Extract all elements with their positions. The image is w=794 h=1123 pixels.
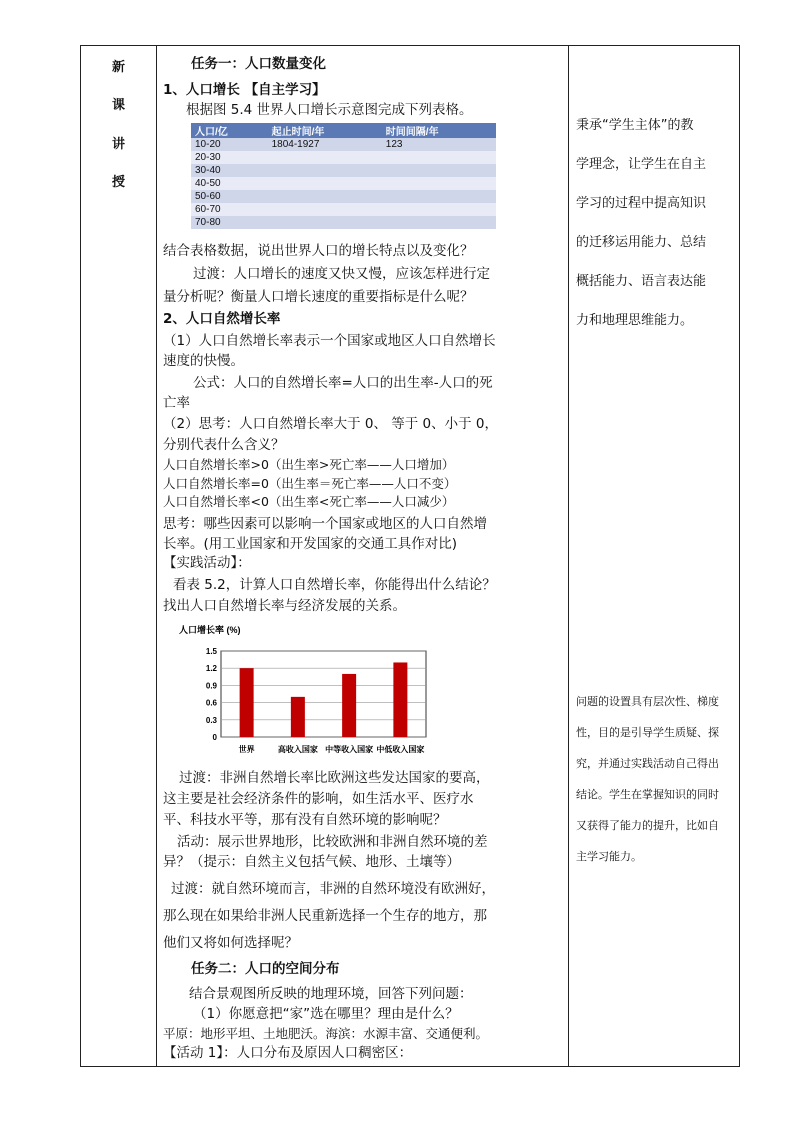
transition3-line1: 过渡：就自然环境而言，非洲的自然环境没有欧洲好，: [171, 881, 495, 897]
note2-line: 又获得了能力的提升，比如自: [576, 819, 719, 832]
section1-heading: 1、人口增长 【自主学习】: [163, 82, 326, 98]
x-tick-label: 中低收入国家: [376, 745, 425, 754]
table-cell: 50-60: [191, 190, 268, 203]
table-cell: [268, 203, 382, 216]
formula-line1: 公式：人口的自然增长率=人口的出生率-人口的死: [193, 375, 493, 391]
section1-instruction: 根据图 5.4 世界人口增长示意图完成下列表格。: [186, 102, 473, 118]
note1-line: 概括能力、语言表达能: [576, 274, 707, 289]
table-row: [191, 177, 496, 190]
note1-line: 学理念，让学生在自主: [576, 157, 707, 172]
chart-bar: [291, 697, 305, 737]
side-char-1: 新: [111, 60, 125, 75]
y-tick-label: 0.6: [205, 698, 217, 708]
growth-header-pop: 人口/亿: [191, 123, 268, 138]
table-cell: [268, 216, 382, 229]
think-line1: （2）思考：人口自然增长率大于 0、 等于 0、小于 0，: [163, 416, 499, 432]
think2-line2: 长率。(用工业国家和开发国家的交通工具作对比): [163, 536, 458, 552]
rate-negative: 人口自然增长率<0（出生率<死亡率——人口减少）: [163, 494, 455, 509]
think2-line1: 思考：哪些因素可以影响一个国家或地区的人口自然增: [163, 516, 487, 532]
section2-heading: 2、人口自然增长率: [163, 311, 281, 327]
transition2-line1: 过渡：非洲自然增长率比欧洲这些发达国家的要高，: [179, 770, 490, 786]
side-char-3: 讲: [111, 137, 125, 152]
note1-line: 秉承“学生主体”的教: [576, 118, 694, 133]
note1-line: 学习的过程中提高知识: [576, 196, 707, 211]
x-tick-label: 中等收入国家: [325, 745, 374, 754]
table-cell: [382, 190, 496, 203]
table-row: [191, 190, 496, 203]
definition-line1: （1）人口自然增长率表示一个国家或地区人口自然增长: [163, 333, 496, 349]
table-cell: 30-40: [191, 164, 268, 177]
table-cell: [268, 190, 382, 203]
table-cell: 70-80: [191, 216, 268, 229]
table-row: [191, 138, 496, 151]
combine-question: 结合表格数据，说出世界人口的增长特点以及变化？: [163, 243, 474, 259]
transition1-line1: 过渡：人口增长的速度又快又慢，应该怎样进行定: [193, 266, 490, 282]
table-row: [191, 164, 496, 177]
table-cell: [382, 216, 496, 229]
practice-line1: 看表 5.2，计算人口自然增长率，你能得出什么结论？: [173, 577, 496, 593]
table-cell: [268, 151, 382, 164]
growth-table: [191, 123, 496, 229]
table-cell: 10-20: [191, 138, 268, 151]
transition2-line2: 这主要是社会经济条件的影响，如生活水平、医疗水: [163, 791, 474, 807]
column-divider-right: [568, 46, 569, 1066]
chart-bar: [342, 674, 356, 737]
note1-line: 力和地理思维能力。: [576, 313, 694, 328]
chart-bar: [393, 662, 407, 737]
note2-line: 性，目的是引导学生质疑、探: [576, 726, 719, 739]
definition-line2: 速度的快慢。: [163, 353, 244, 369]
task2-title: 任务二：人口的空间分布: [191, 961, 340, 977]
rate-zero: 人口自然增长率=0（出生率＝死亡率——人口不变）: [163, 476, 457, 491]
activity1-line: 【活动 1】：人口分布及原因人口稠密区：: [163, 1045, 413, 1061]
note2-line: 问题的设置具有层次性、梯度: [576, 695, 719, 708]
lesson-table: [80, 45, 740, 1067]
activity-line2: 异？（提示：自然主义包括气候、地形、土壤等）: [163, 854, 460, 870]
side-char-2: 课: [111, 98, 125, 113]
table-cell: [382, 164, 496, 177]
y-tick-label: 0: [212, 733, 217, 742]
y-tick-label: 0.3: [205, 715, 217, 725]
table-cell: [382, 177, 496, 190]
task1-title: 任务一：人口数量变化: [191, 56, 326, 72]
growth-rate-chart: [179, 621, 461, 761]
task2-question1: （1）你愿意把“家”选在哪里？理由是什么？: [193, 1006, 459, 1022]
table-row: [191, 203, 496, 216]
growth-header-period: 起止时间/年: [268, 123, 382, 138]
y-tick-label: 1.2: [205, 664, 217, 674]
y-tick-label: 0.9: [205, 681, 217, 691]
table-cell: [268, 177, 382, 190]
side-char-4: 授: [111, 175, 125, 190]
table-cell: 20-30: [191, 151, 268, 164]
transition1-line2: 量分析呢？衡量人口增长速度的重要指标是什么呢？: [163, 289, 474, 305]
column-divider-left: [156, 46, 157, 1066]
transition3-line2: 那么现在如果给非洲人民重新选择一个生存的地方，那: [163, 908, 487, 924]
chart-bar: [240, 668, 254, 737]
activity-line1: 活动：展示世界地形，比较欧洲和非洲自然环境的差: [177, 834, 488, 850]
table-cell: [382, 203, 496, 216]
transition2-line3: 平、科技水平等，那有没有自然环境的影响呢？: [163, 812, 447, 828]
practice-line2: 找出人口自然增长率与经济发展的关系。: [163, 598, 406, 614]
note2-line: 结论。学生在掌握知识的同时: [576, 788, 719, 801]
table-row: [191, 151, 496, 164]
note1-line: 的迁移运用能力、总结: [576, 235, 707, 250]
chart-plot-area: [206, 647, 426, 754]
think-line2: 分别代表什么含义？: [163, 437, 285, 453]
table-cell: 60-70: [191, 203, 268, 216]
table-cell: 40-50: [191, 177, 268, 190]
table-cell: 123: [382, 138, 496, 151]
formula-line2: 亡率: [163, 395, 190, 411]
table-cell: 1804-1927: [268, 138, 382, 151]
table-row: [191, 216, 496, 229]
task2-intro: 结合景观图所反映的地理环境，回答下列问题：: [189, 986, 473, 1002]
task2-answer: 平原：地形平坦、土地肥沃。海滨：水源丰富、交通便利。: [163, 1026, 489, 1041]
x-tick-label: 高收入国家: [277, 745, 318, 754]
teaching-note-1: [576, 106, 736, 340]
table-cell: [382, 151, 496, 164]
teaching-note-2: [576, 686, 736, 872]
growth-header-interval: 时间间隔/年: [382, 123, 496, 138]
chart-title: 人口增长率 (%): [179, 625, 241, 635]
transition3-line3: 他们又将如何选择呢？: [163, 935, 298, 951]
note2-line: 主学习能力。: [576, 850, 642, 863]
x-tick-label: 世界: [238, 745, 255, 754]
rate-positive: 人口自然增长率>0（出生率>死亡率——人口增加）: [163, 457, 455, 472]
practice-heading: 【实践活动】：: [163, 555, 251, 571]
table-cell: [268, 164, 382, 177]
y-tick-label: 1.5: [205, 647, 217, 656]
note2-line: 究，并通过实践活动自己得出: [576, 757, 719, 770]
